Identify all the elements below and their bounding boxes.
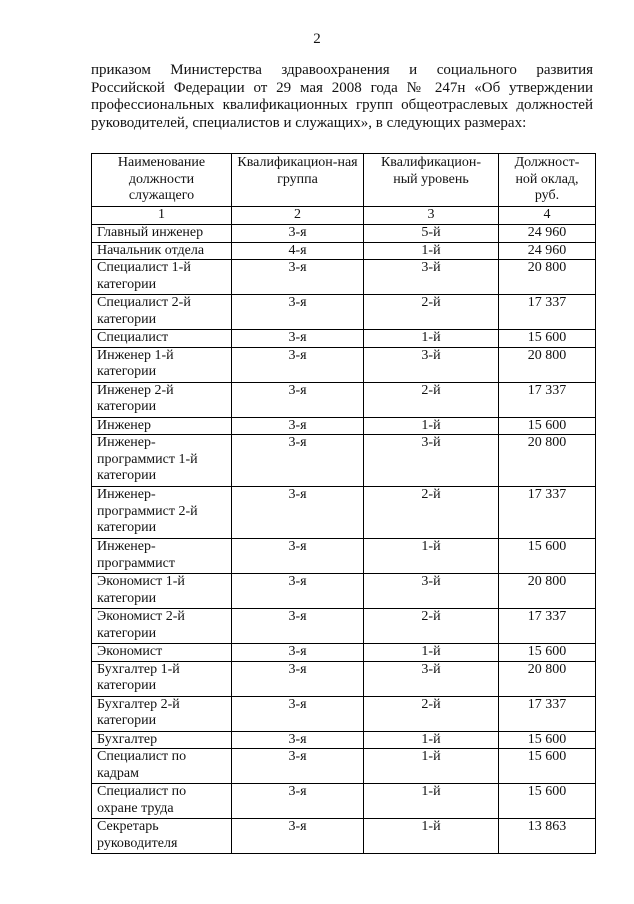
cell-position-name: Экономист xyxy=(92,644,232,662)
table-row xyxy=(92,696,596,731)
header-position-name: Наименование должности служащего xyxy=(92,154,232,207)
intro-line: профессиональных квалификационных групп общеотраслевых должностей xyxy=(91,97,593,113)
cell-position-name: Экономист 1-й категории xyxy=(92,574,232,609)
cell-salary: 15 600 xyxy=(499,731,596,749)
cell-qualification-level: 2-й xyxy=(364,382,499,417)
cell-position-name: Начальник отдела xyxy=(92,242,232,260)
cell-salary: 17 337 xyxy=(499,295,596,330)
cell-position-name: Инженер-программист 2-й категории xyxy=(92,487,232,539)
cell-qualification-level: 1-й xyxy=(364,644,499,662)
cell-qualification-group: 3-я xyxy=(232,417,364,435)
cell-salary: 15 600 xyxy=(499,330,596,348)
cell-qualification-level: 1-й xyxy=(364,539,499,574)
cell-qualification-group: 3-я xyxy=(232,749,364,784)
cell-qualification-group: 3-я xyxy=(232,295,364,330)
cell-position-name: Инженер-программист xyxy=(92,539,232,574)
cell-qualification-level: 2-й xyxy=(364,609,499,644)
table-row xyxy=(92,539,596,574)
cell-position-name: Главный инженер xyxy=(92,225,232,243)
table-column-numbers-row xyxy=(92,207,596,225)
cell-qualification-group: 3-я xyxy=(232,260,364,295)
cell-qualification-level: 1-й xyxy=(364,749,499,784)
cell-qualification-group: 3-я xyxy=(232,731,364,749)
cell-qualification-group: 3-я xyxy=(232,644,364,662)
cell-salary: 24 960 xyxy=(499,242,596,260)
intro-line: приказом Министерства здравоохранения и социального развития xyxy=(91,62,593,78)
cell-position-name: Специалист xyxy=(92,330,232,348)
cell-qualification-group: 3-я xyxy=(232,330,364,348)
cell-salary: 15 600 xyxy=(499,417,596,435)
cell-qualification-group: 3-я xyxy=(232,539,364,574)
cell-position-name: Специалист по охране труда xyxy=(92,784,232,819)
cell-qualification-level: 1-й xyxy=(364,417,499,435)
table-row xyxy=(92,749,596,784)
cell-qualification-level: 2-й xyxy=(364,696,499,731)
table-row xyxy=(92,644,596,662)
table-row xyxy=(92,609,596,644)
cell-salary: 20 800 xyxy=(499,347,596,382)
cell-salary: 20 800 xyxy=(499,661,596,696)
cell-salary: 15 600 xyxy=(499,539,596,574)
cell-qualification-group: 3-я xyxy=(232,225,364,243)
cell-qualification-level: 3-й xyxy=(364,347,499,382)
table-row xyxy=(92,382,596,417)
cell-position-name: Инженер 1-й категории xyxy=(92,347,232,382)
cell-position-name: Бухгалтер 2-й категории xyxy=(92,696,232,731)
cell-qualification-group: 3-я xyxy=(232,487,364,539)
cell-salary: 17 337 xyxy=(499,696,596,731)
table-row xyxy=(92,260,596,295)
table-body xyxy=(92,225,596,854)
cell-position-name: Секретарь руководителя xyxy=(92,819,232,854)
cell-salary: 17 337 xyxy=(499,487,596,539)
cell-qualification-level: 1-й xyxy=(364,784,499,819)
cell-qualification-group: 3-я xyxy=(232,661,364,696)
cell-qualification-group: 3-я xyxy=(232,382,364,417)
cell-qualification-level: 5-й xyxy=(364,225,499,243)
cell-qualification-level: 3-й xyxy=(364,661,499,696)
cell-salary: 20 800 xyxy=(499,574,596,609)
cell-qualification-level: 1-й xyxy=(364,731,499,749)
cell-salary: 17 337 xyxy=(499,382,596,417)
table-row xyxy=(92,435,596,487)
table-row xyxy=(92,784,596,819)
cell-qualification-group: 3-я xyxy=(232,696,364,731)
header-qualification-group: Квалификацион-ная группа xyxy=(232,154,364,207)
table-row xyxy=(92,731,596,749)
table-row xyxy=(92,347,596,382)
table-row xyxy=(92,225,596,243)
column-number: 4 xyxy=(499,207,596,225)
cell-position-name: Бухгалтер xyxy=(92,731,232,749)
cell-qualification-group: 3-я xyxy=(232,347,364,382)
cell-qualification-level: 2-й xyxy=(364,295,499,330)
cell-position-name: Специалист 1-й категории xyxy=(92,260,232,295)
table-header-row xyxy=(92,154,596,207)
table-row xyxy=(92,661,596,696)
cell-qualification-level: 3-й xyxy=(364,260,499,295)
cell-position-name: Экономист 2-й категории xyxy=(92,609,232,644)
header-salary: Должност-ной оклад, руб. xyxy=(499,154,596,207)
table-row xyxy=(92,295,596,330)
column-number: 1 xyxy=(92,207,232,225)
cell-position-name: Инженер 2-й категории xyxy=(92,382,232,417)
cell-salary: 15 600 xyxy=(499,644,596,662)
cell-salary: 15 600 xyxy=(499,784,596,819)
cell-qualification-level: 3-й xyxy=(364,574,499,609)
cell-qualification-group: 3-я xyxy=(232,819,364,854)
header-qualification-level: Квалификацион-ный уровень xyxy=(364,154,499,207)
cell-salary: 15 600 xyxy=(499,749,596,784)
cell-position-name: Инженер-программист 1-й категории xyxy=(92,435,232,487)
cell-qualification-level: 3-й xyxy=(364,435,499,487)
cell-qualification-group: 3-я xyxy=(232,609,364,644)
intro-line: Российской Федерации от 29 мая 2008 года № 247н «Об утверждении xyxy=(91,79,593,96)
cell-salary: 24 960 xyxy=(499,225,596,243)
intro-line: руководителей, специалистов и служащих», в следующих размерах: xyxy=(91,114,527,131)
table-row xyxy=(92,574,596,609)
table-row xyxy=(92,487,596,539)
page-number: 2 xyxy=(313,31,321,47)
cell-position-name: Специалист по кадрам xyxy=(92,749,232,784)
column-number: 2 xyxy=(232,207,364,225)
cell-salary: 20 800 xyxy=(499,260,596,295)
table-row xyxy=(92,417,596,435)
cell-qualification-group: 3-я xyxy=(232,574,364,609)
cell-qualification-group: 3-я xyxy=(232,784,364,819)
cell-qualification-group: 3-я xyxy=(232,435,364,487)
intro-paragraph xyxy=(91,62,593,132)
cell-qualification-level: 1-й xyxy=(364,330,499,348)
cell-salary: 17 337 xyxy=(499,609,596,644)
table-row xyxy=(92,819,596,854)
column-number: 3 xyxy=(364,207,499,225)
cell-qualification-level: 1-й xyxy=(364,819,499,854)
cell-position-name: Специалист 2-й категории xyxy=(92,295,232,330)
table-row xyxy=(92,242,596,260)
salary-table xyxy=(91,153,596,854)
cell-qualification-level: 1-й xyxy=(364,242,499,260)
cell-position-name: Бухгалтер 1-й категории xyxy=(92,661,232,696)
cell-position-name: Инженер xyxy=(92,417,232,435)
cell-salary: 13 863 xyxy=(499,819,596,854)
cell-qualification-group: 4-я xyxy=(232,242,364,260)
table-row xyxy=(92,330,596,348)
cell-qualification-level: 2-й xyxy=(364,487,499,539)
cell-salary: 20 800 xyxy=(499,435,596,487)
